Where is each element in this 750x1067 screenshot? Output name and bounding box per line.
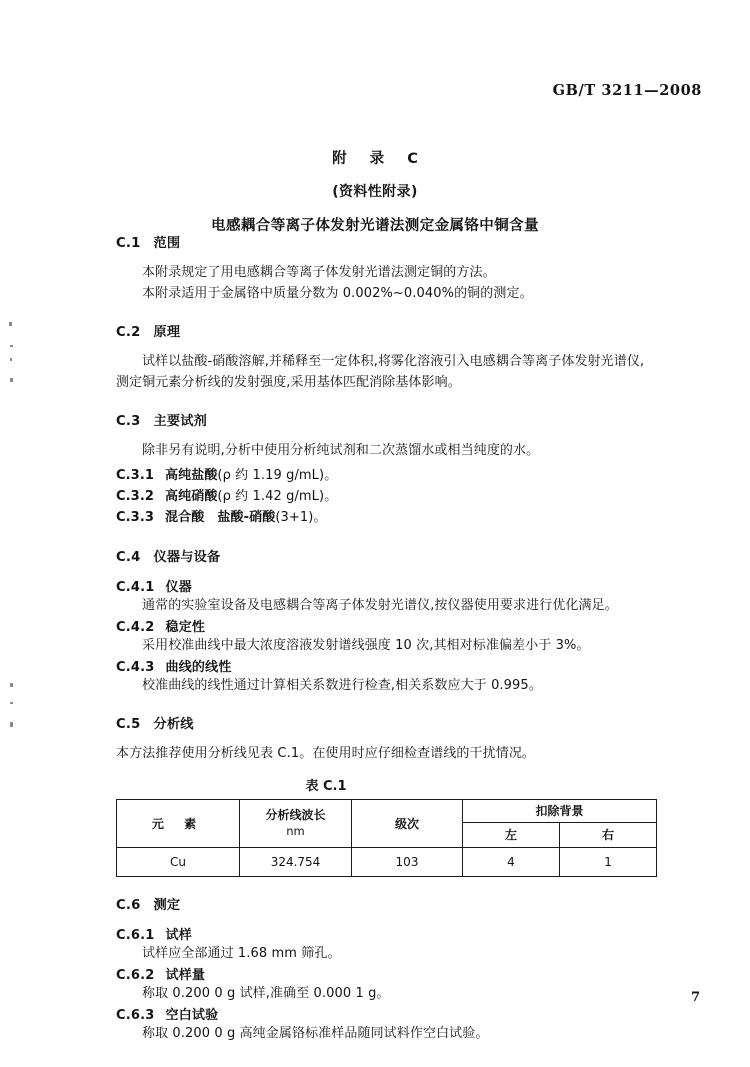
table-header-wavelength — [240, 799, 352, 847]
subclause-title-c61: 试样 — [165, 927, 192, 943]
table-header-background: 扣除背景 — [463, 799, 657, 822]
analysis-line-table — [116, 799, 657, 877]
scan-speckle — [10, 345, 13, 347]
page-number: 7 — [690, 990, 700, 1005]
clause-heading-c6 — [116, 894, 656, 913]
clause-number-c2: C.2 — [116, 325, 141, 341]
subclause-number-c63: C.6.3 — [116, 1007, 155, 1023]
clause-heading-c1 — [116, 232, 656, 251]
subclause-c63-paragraph: 称取 0.200 0 g 高纯金属铬标准样品随同试料作空白试验。 — [142, 1025, 489, 1041]
clause-c3-paragraph-1: 除非另有说明,分析中使用分析纯试剂和二次蒸馏水或相当纯度的水。 — [142, 443, 540, 459]
clause-title-c5: 分析线 — [153, 716, 194, 732]
clause-heading-c5 — [116, 713, 656, 732]
standard-number-header: GB/T 3211—2008 — [552, 82, 702, 99]
subclause-number-c43: C.4.3 — [116, 659, 155, 675]
cell-background-right: 1 — [560, 847, 657, 876]
table-header-row-1 — [117, 799, 657, 822]
clause-c1-paragraph-2: 本附录适用于金属铬中质量分数为 0.002%~0.040%的铜的测定。 — [142, 286, 533, 302]
annex-kind: (资料性附录) — [332, 184, 418, 200]
clause-c1-paragraph-1: 本附录规定了用电感耦合等离子体发射光谱法测定铜的方法。 — [142, 265, 496, 280]
subclause-heading-c43 — [116, 656, 656, 675]
scan-speckle — [10, 722, 13, 727]
subclause-number-c61: C.6.1 — [116, 927, 155, 943]
clause-c5-paragraph-1: 本方法推荐使用分析线见表 C.1。在使用时应仔细检查谱线的干扰情况。 — [116, 745, 536, 761]
table-header-element: 元 素 — [117, 799, 240, 847]
table-header-background-right: 右 — [560, 822, 657, 847]
reagent-detail-c332: (ρ 约 1.42 g/mL)。 — [217, 489, 338, 505]
subclause-heading-c41 — [116, 576, 656, 595]
subclause-title-c62: 试样量 — [165, 967, 206, 983]
clause-number-c5: C.5 — [116, 716, 141, 732]
subclause-title-c63: 空白试验 — [165, 1007, 219, 1023]
cell-background-left: 4 — [463, 847, 560, 876]
clause-title-c2: 原理 — [153, 325, 181, 341]
reagent-item-c333 — [116, 508, 656, 529]
reagent-number-c333: C.3.3 — [116, 509, 155, 525]
table-header-wavelength-label: 分析线波长 — [265, 808, 326, 823]
clause-title-c6: 测定 — [153, 897, 181, 913]
scan-speckle — [10, 683, 13, 687]
reagent-item-c332 — [116, 487, 656, 508]
table-header-order: 级次 — [352, 799, 463, 847]
subclause-c41-paragraph: 通常的实验室设备及电感耦合等离子体发射光谱仪,按仪器使用要求进行优化满足。 — [142, 597, 618, 613]
subclause-number-c41: C.4.1 — [116, 579, 155, 595]
clause-number-c3: C.3 — [116, 414, 141, 430]
reagent-name-c333: 混合酸 盐酸-硝酸 — [165, 509, 276, 525]
subclause-title-c43: 曲线的线性 — [165, 659, 232, 675]
scan-speckle — [9, 322, 12, 326]
reagent-item-c331 — [116, 466, 656, 487]
annex-label: 附 录 C — [332, 151, 427, 167]
reagent-name-c332: 高纯硝酸 — [165, 489, 218, 505]
reagent-detail-c331: (ρ 约 1.19 g/mL)。 — [217, 468, 338, 484]
clause-number-c4: C.4 — [116, 549, 141, 565]
scan-speckle — [10, 702, 13, 704]
reagent-detail-c333: (3+1)。 — [275, 509, 327, 525]
annex-title-block — [0, 147, 750, 235]
subclause-heading-c61 — [116, 924, 656, 943]
subclause-number-c62: C.6.2 — [116, 967, 155, 983]
table-caption: 表 C.1 — [305, 778, 347, 794]
clause-heading-c4 — [116, 546, 656, 565]
clause-number-c6: C.6 — [116, 897, 141, 913]
subclause-title-c42: 稳定性 — [165, 619, 206, 635]
subclause-c62-paragraph: 称取 0.200 0 g 试样,准确至 0.000 1 g。 — [142, 985, 390, 1001]
cell-element: Cu — [117, 847, 240, 876]
subclause-heading-c62 — [116, 964, 656, 983]
subclause-number-c42: C.4.2 — [116, 619, 155, 635]
reagent-number-c331: C.3.1 — [116, 468, 155, 484]
table-header-background-left: 左 — [463, 822, 560, 847]
subclause-heading-c42 — [116, 616, 656, 635]
subclause-c43-paragraph: 校准曲线的线性通过计算相关系数进行检查,相关系数应大于 0.995。 — [142, 677, 542, 693]
clause-number-c1: C.1 — [116, 236, 141, 251]
clause-heading-c3 — [116, 410, 656, 429]
annex-subject-title: 电感耦合等离子体发射光谱法测定金属铬中铜含量 — [211, 218, 539, 234]
clause-title-c3: 主要试剂 — [153, 414, 208, 430]
reagent-name-c331: 高纯盐酸 — [165, 468, 218, 484]
table-row — [117, 847, 657, 876]
document-body — [116, 232, 656, 1044]
subclause-c42-paragraph: 采用校准曲线中最大浓度溶液发射谱线强度 10 次,其相对标准偏差小于 3%。 — [142, 637, 590, 653]
cell-order: 103 — [352, 847, 463, 876]
cell-wavelength: 324.754 — [240, 847, 352, 876]
subclause-heading-c63 — [116, 1004, 656, 1023]
subclause-title-c41: 仪器 — [165, 579, 192, 595]
scan-speckle — [10, 358, 12, 361]
clause-title-c4: 仪器与设备 — [153, 549, 221, 565]
clause-title-c1: 范围 — [153, 236, 181, 251]
scan-speckle — [10, 378, 13, 382]
table-header-wavelength-unit: nm — [286, 823, 305, 838]
clause-c2-paragraph-1: 试样以盐酸-硝酸溶解,并稀释至一定体积,将雾化溶液引入电感耦合等离子体发射光谱仪,测定铜元素分析线的发射强度,采用基体匹配消除基体影响。 — [116, 354, 645, 391]
subclause-c61-paragraph: 试样应全部通过 1.68 mm 筛孔。 — [142, 945, 341, 961]
reagent-number-c332: C.3.2 — [116, 489, 155, 505]
clause-heading-c2 — [116, 321, 656, 340]
